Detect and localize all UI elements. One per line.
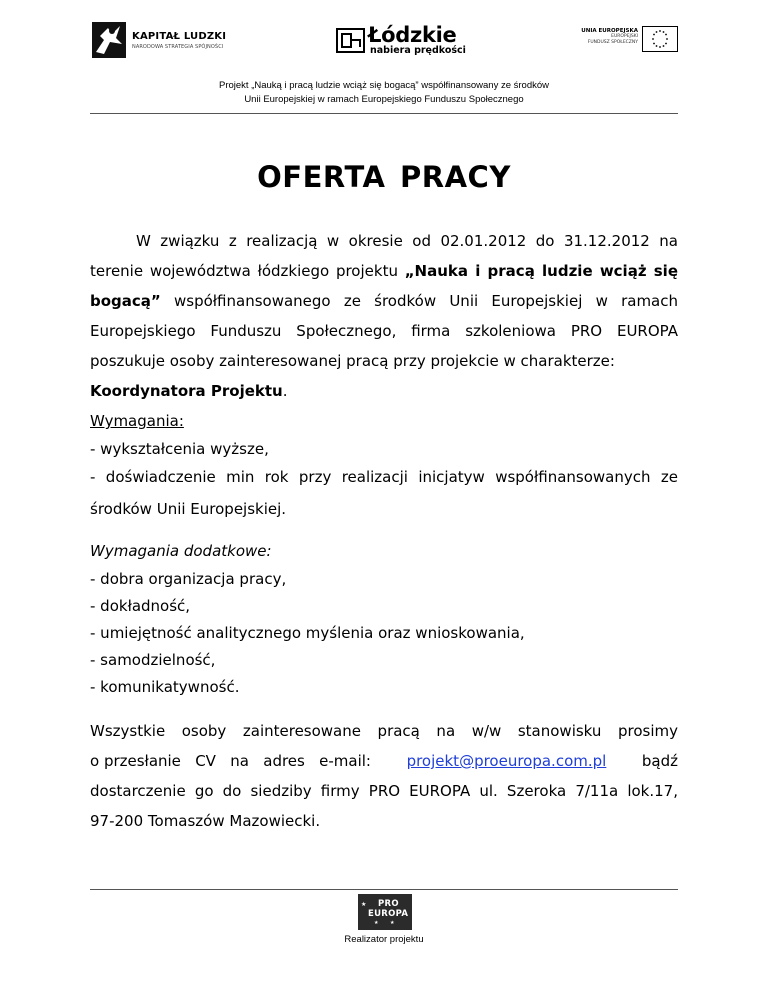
intro-position-end: . <box>282 382 288 400</box>
additional-item: - samodzielność, <box>90 651 216 669</box>
additional-item: - komunikatywność. <box>90 678 240 696</box>
contact-line-2 <box>90 746 678 776</box>
intro-position: Koordynatora Projektu <box>90 382 283 400</box>
contact-line-2-end: bądź <box>641 752 678 770</box>
requirement-item: - doświadczenie min rok przy realizacji inicjatyw współfinansowanych ze <box>90 468 678 486</box>
additional-item: - umiejętność analitycznego myślenia oraz wnioskowania, <box>90 624 525 642</box>
pro-europa-logo <box>358 894 412 930</box>
lodzkie-title: Łódzkie <box>368 23 457 47</box>
eu-line1: UNIA EUROPEJSKA <box>581 28 638 34</box>
eu-text <box>581 28 638 46</box>
requirement-item: środków Unii Europejskiej. <box>90 500 287 518</box>
eu-line3: FUNDUSZ SPOŁECZNY <box>587 40 638 45</box>
additional-item: - dokładność, <box>90 597 191 615</box>
requirement-item: - wykształcenia wyższe, <box>90 440 269 458</box>
email-link[interactable]: projekt@proeuropa.com.pl <box>406 752 607 770</box>
contact-line-4: 97-200 Tomaszów Mazowiecki. <box>90 812 321 830</box>
lodzkie-subtitle: nabiera prędkości <box>370 45 466 56</box>
contact-line-2-start: o przesłanie CV na adres e-mail: <box>90 752 371 770</box>
pro-europa-logo-line1: PRO <box>378 899 399 909</box>
header-divider <box>90 113 678 114</box>
eu-line2: EUROPEJSKI <box>611 34 638 39</box>
lodzkie-logo <box>336 23 466 60</box>
additional-item: - dobra organizacja pracy, <box>90 570 287 588</box>
contact-line-1: Wszystkie osoby zainteresowane pracą na w/w stanowisku prosimy <box>90 722 678 740</box>
requirements-heading: Wymagania: <box>90 412 184 430</box>
star-icon: ★ <box>374 920 379 926</box>
kapital-ludzki-logo <box>92 22 232 62</box>
eu-logo <box>574 26 678 56</box>
project-line-1: Projekt „Nauką i pracą ludzie wciąż się bogacą” współfinansowany ze środków <box>218 80 550 91</box>
kapital-ludzki-subtitle: NARODOWA STRATEGIA SPÓJNOŚCI <box>132 44 224 50</box>
intro-text-part2: współfinansowanego ze środków Unii Europejskiej w ramach Europejskiego Funduszu Społecznego, firma szkoleniowa PRO EUROPA poszukuje osoby zainteresowanej pracą przy projekcie w charakterze: <box>90 292 678 370</box>
additional-heading: Wymagania dodatkowe: <box>90 542 272 560</box>
eu-flag-icon <box>642 26 678 52</box>
project-line-2: Unii Europejskiej w ramach Europejskiego Funduszu Społecznego <box>244 94 524 105</box>
contact-line-3: dostarczenie go do siedziby firmy PRO EUROPA ul. Szeroka 7/11a lok.17, <box>90 782 678 800</box>
intro-paragraph <box>90 226 678 406</box>
intro-project-name: „Nauka i pracą ludzie wciąż się bogacą” <box>90 262 678 310</box>
footer-divider <box>90 889 678 890</box>
kapital-ludzki-title: KAPITAŁ LUDZKI <box>132 31 227 42</box>
intro-text-part1: W związku z realizacją w okresie od 02.01.2012 do 31.12.2012 na terenie województwa łódzkiego projektu <box>90 232 678 280</box>
star-icon: ★ <box>361 901 367 908</box>
lodzkie-emblem-icon <box>336 28 366 54</box>
page-title: OFERTA PRACY <box>257 160 511 194</box>
footer-caption: Realizator projektu <box>344 934 424 945</box>
pro-europa-logo-line2: EUROPA <box>368 909 409 919</box>
star-icon: ★ <box>390 920 395 926</box>
kapital-ludzki-emblem-icon <box>92 22 126 58</box>
